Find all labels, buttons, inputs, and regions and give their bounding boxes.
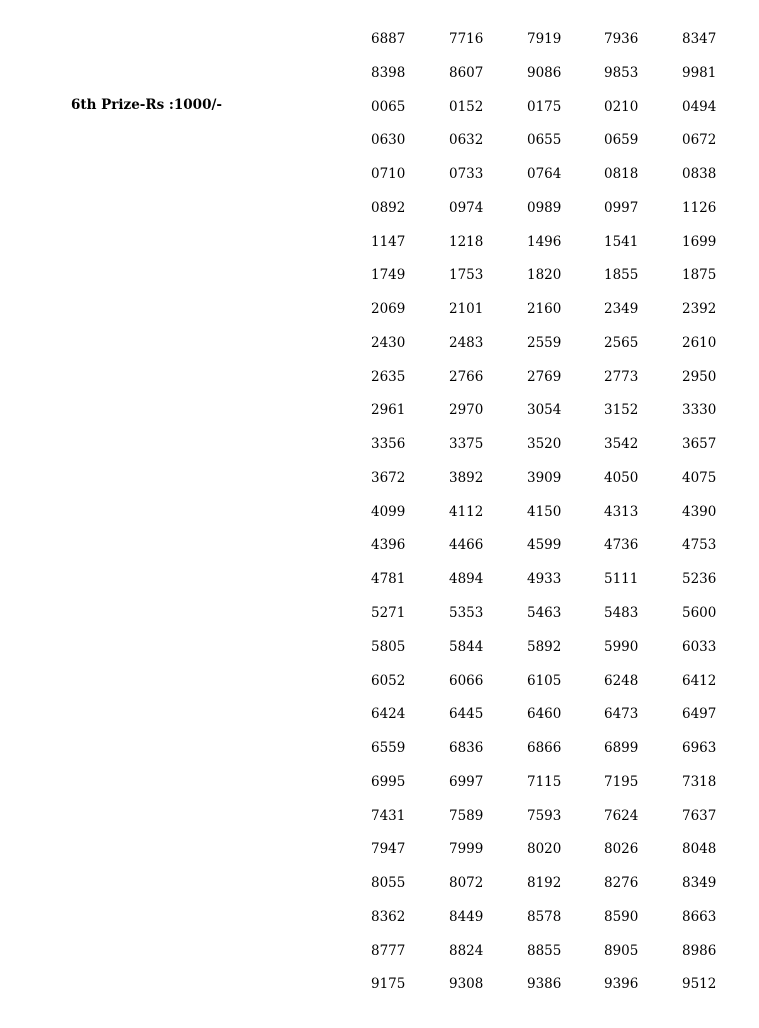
ticket-number: 8824 [449, 942, 484, 959]
ticket-number: 5236 [682, 571, 717, 588]
ticket-number: 0630 [371, 132, 406, 149]
ticket-number: 6105 [527, 672, 562, 689]
ticket-number: 0672 [682, 132, 717, 149]
ticket-number: 9396 [604, 976, 639, 993]
ticket-number: 3152 [604, 402, 639, 419]
ticket-number: 0065 [371, 98, 406, 115]
ticket-number: 7936 [604, 31, 639, 47]
ticket-number: 8855 [527, 942, 562, 959]
ticket-number: 4050 [604, 469, 639, 486]
ticket-number: 2349 [604, 301, 639, 318]
ticket-number: 9175 [371, 976, 406, 993]
ticket-number: 0659 [604, 132, 639, 149]
ticket-number: 1541 [604, 233, 639, 250]
ticket-number: 5892 [527, 638, 562, 655]
ticket-number: 2069 [371, 301, 406, 318]
ticket-number: 8020 [527, 841, 562, 858]
ticket-number: 3542 [604, 436, 639, 453]
ticket-number: 7195 [604, 773, 639, 790]
ticket-number: 6836 [449, 740, 484, 757]
ticket-number: 2392 [682, 301, 717, 318]
ticket-number: 1147 [371, 233, 406, 250]
ticket-number: 0655 [527, 132, 562, 149]
ticket-number: 3657 [682, 436, 717, 453]
ticket-number: 4075 [682, 469, 717, 486]
prize-category-label: 6th Prize-Rs :1000/- [71, 97, 223, 113]
ticket-number: 4599 [527, 537, 562, 554]
ticket-number: 2160 [527, 301, 562, 318]
ticket-number: 4112 [449, 503, 484, 520]
ticket-number: 9308 [449, 976, 484, 993]
ticket-number: 4396 [371, 537, 406, 554]
ticket-number: 0210 [604, 98, 639, 115]
ticket-number: 1875 [682, 267, 717, 284]
ticket-number: 5805 [371, 638, 406, 655]
ticket-number: 3520 [527, 436, 562, 453]
ticket-number: 6052 [371, 672, 406, 689]
ticket-number: 2950 [682, 368, 717, 385]
ticket-number: 2635 [371, 368, 406, 385]
ticket-number: 5111 [604, 571, 639, 588]
ticket-number: 7589 [449, 807, 484, 824]
ticket-number: 5990 [604, 638, 639, 655]
ticket-number: 5483 [604, 605, 639, 622]
ticket-number: 1496 [527, 233, 562, 250]
ticket-number: 4736 [604, 537, 639, 554]
ticket-number: 2430 [371, 334, 406, 351]
ticket-number: 4753 [682, 537, 717, 554]
ticket-number: 0892 [371, 199, 406, 216]
ticket-number: 0997 [604, 199, 639, 216]
ticket-number: 8398 [371, 64, 406, 81]
ticket-number: 8048 [682, 841, 717, 858]
ticket-number: 4466 [449, 537, 484, 554]
ticket-number: 9981 [682, 64, 717, 81]
ticket-number: 4933 [527, 571, 562, 588]
ticket-number: 6412 [682, 672, 717, 689]
ticket-number: 3356 [371, 436, 406, 453]
ticket-number: 8663 [682, 908, 717, 925]
ticket-number: 9086 [527, 64, 562, 81]
ticket-number: 8905 [604, 942, 639, 959]
ticket-number: 7637 [682, 807, 717, 824]
ticket-number: 8347 [682, 31, 717, 47]
ticket-number: 2961 [371, 402, 406, 419]
ticket-number: 8276 [604, 875, 639, 892]
ticket-number: 8362 [371, 908, 406, 925]
ticket-number: 9853 [604, 64, 639, 81]
ticket-number: 8986 [682, 942, 717, 959]
ticket-number: 8026 [604, 841, 639, 858]
ticket-number: 0989 [527, 199, 562, 216]
ticket-number: 0818 [604, 166, 639, 183]
ticket-number: 4894 [449, 571, 484, 588]
ticket-number: 7431 [371, 807, 406, 824]
ticket-number: 7999 [449, 841, 484, 858]
ticket-number: 7947 [371, 841, 406, 858]
ticket-number: 2766 [449, 368, 484, 385]
ticket-number: 2769 [527, 368, 562, 385]
ticket-number: 0733 [449, 166, 484, 183]
ticket-number: 6963 [682, 740, 717, 757]
ticket-number: 5463 [527, 605, 562, 622]
ticket-number: 6473 [604, 706, 639, 723]
ticket-number: 1820 [527, 267, 562, 284]
ticket-number: 0175 [527, 98, 562, 115]
ticket-number: 6033 [682, 638, 717, 655]
ticket-number: 6899 [604, 740, 639, 757]
ticket-number: 3892 [449, 469, 484, 486]
ticket-number: 7624 [604, 807, 639, 824]
ticket-number: 7593 [527, 807, 562, 824]
ticket-number: 6066 [449, 672, 484, 689]
ticket-number: 5600 [682, 605, 717, 622]
ticket-number: 8072 [449, 875, 484, 892]
ticket-number: 7318 [682, 773, 717, 790]
ticket-number: 1749 [371, 267, 406, 284]
ticket-number: 6997 [449, 773, 484, 790]
ticket-number: 1753 [449, 267, 484, 284]
ticket-number: 4150 [527, 503, 562, 520]
ticket-number: 9512 [682, 976, 717, 993]
ticket-number: 1126 [682, 199, 717, 216]
ticket-number: 6445 [449, 706, 484, 723]
ticket-number: 3909 [527, 469, 562, 486]
ticket-number: 6866 [527, 740, 562, 757]
ticket-number: 3330 [682, 402, 717, 419]
ticket-number: 1218 [449, 233, 484, 250]
ticket-number: 6248 [604, 672, 639, 689]
ticket-number: 2773 [604, 368, 639, 385]
ticket-number: 2610 [682, 334, 717, 351]
ticket-number: 3375 [449, 436, 484, 453]
ticket-number: 4313 [604, 503, 639, 520]
ticket-number: 6559 [371, 740, 406, 757]
ticket-number: 8349 [682, 875, 717, 892]
ticket-number: 8590 [604, 908, 639, 925]
ticket-number: 5353 [449, 605, 484, 622]
ticket-number: 4099 [371, 503, 406, 520]
ticket-number: 6995 [371, 773, 406, 790]
ticket-number: 0974 [449, 199, 484, 216]
ticket-number: 8607 [449, 64, 484, 81]
ticket-number: 0710 [371, 166, 406, 183]
ticket-number: 5844 [449, 638, 484, 655]
ticket-number: 1699 [682, 233, 717, 250]
ticket-number: 4781 [371, 571, 406, 588]
ticket-number: 8055 [371, 875, 406, 892]
ticket-number: 6887 [371, 31, 406, 47]
ticket-number: 0764 [527, 166, 562, 183]
ticket-number: 7115 [527, 773, 562, 790]
ticket-number: 6497 [682, 706, 717, 723]
ticket-number: 8777 [371, 942, 406, 959]
ticket-number: 5271 [371, 605, 406, 622]
ticket-number: 9386 [527, 976, 562, 993]
ticket-number: 6460 [527, 706, 562, 723]
ticket-number: 8449 [449, 908, 484, 925]
ticket-number: 8192 [527, 875, 562, 892]
ticket-number: 2559 [527, 334, 562, 351]
ticket-number: 4390 [682, 503, 717, 520]
ticket-number: 1855 [604, 267, 639, 284]
ticket-number: 0632 [449, 132, 484, 149]
ticket-number: 8578 [527, 908, 562, 925]
ticket-number: 3054 [527, 402, 562, 419]
ticket-number: 7716 [449, 31, 484, 47]
ticket-number: 2970 [449, 402, 484, 419]
ticket-number: 7919 [527, 31, 562, 47]
ticket-number: 2101 [449, 301, 484, 318]
ticket-number: 0838 [682, 166, 717, 183]
ticket-number: 2483 [449, 334, 484, 351]
ticket-number: 0152 [449, 98, 484, 115]
ticket-number: 0494 [682, 98, 717, 115]
ticket-number: 6424 [371, 706, 406, 723]
ticket-number: 3672 [371, 469, 406, 486]
ticket-number: 2565 [604, 334, 639, 351]
